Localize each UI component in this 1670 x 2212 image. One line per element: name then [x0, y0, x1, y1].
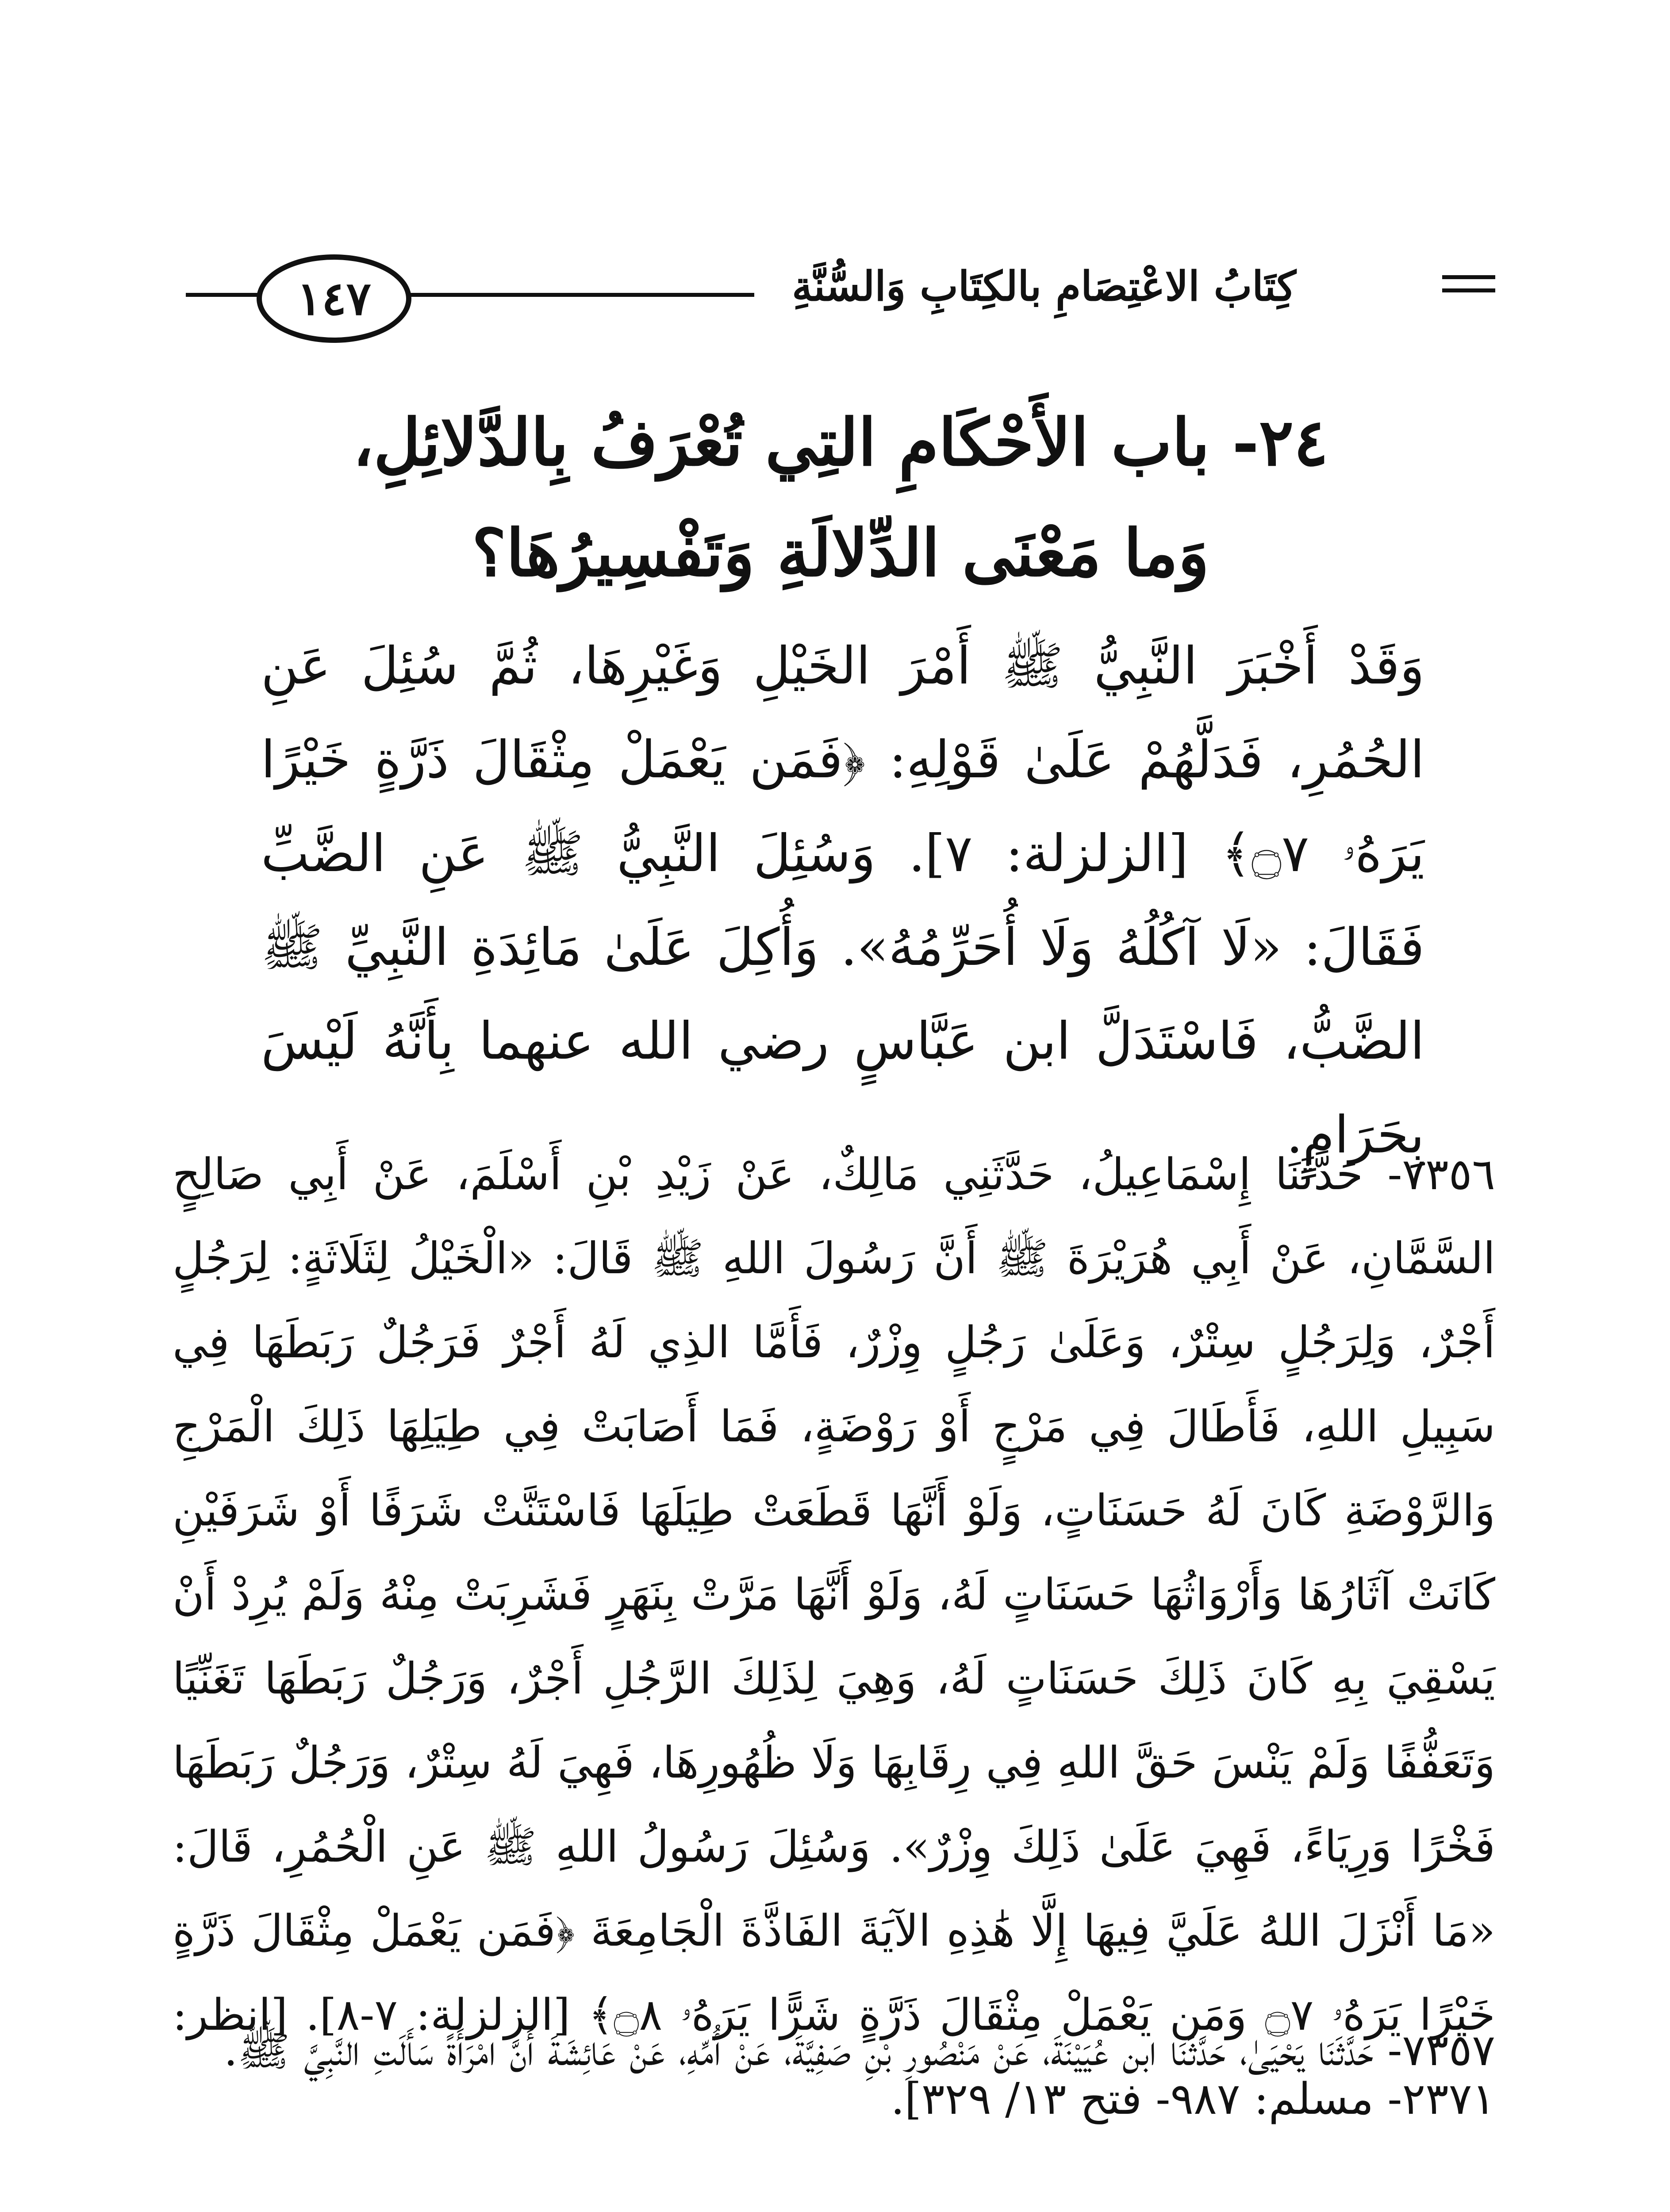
intro-text-continued: [الزلزلة: ٧]. وَسُئِلَ النَّبِيُّ ﷺ عَنِ الضَّبِّ فَقَالَ: «لَا آكُلُهُ وَلَا أُحَرِّمُهُ». وَأُكِلَ عَلَىٰ مَائِدَةِ النَّبِيِّ ﷺ الضَّبُّ، فَاسْتَدَلَّ ابن عَبَّاسٍ رضي الله عنهما بِأَنَّهُ لَيْسَ بِحَرَامٍ. — [261, 824, 1424, 1165]
chapter-title-line-2: وَما مَعْنَى الدِّلالَةِ وَتَفْسِيرُهَا؟ — [472, 515, 1209, 591]
quran-verse: ﴿فَمَن يَعْمَلْ مِثْقَالَ ذَرَّةٍ خَيْرًا يَرَهُۥ ۝٧ وَمَن يَعْمَلْ مِثْقَالَ ذَرَّةٍ شَرًّا يَرَهُۥ ۝٨﴾ — [173, 1906, 1495, 2040]
chapter-title-line-1: ٢٤- باب الأَحْكَامِ التِي تُعْرَفُ بِالدَّلائِلِ، — [353, 405, 1328, 480]
header-rule-left — [186, 293, 259, 297]
header-rule-right — [1442, 275, 1495, 279]
intro-text: وَقَدْ أَخْبَرَ النَّبِيُّ ﷺ أَمْرَ الخَيْلِ وَغَيْرِهَا، ثُمَّ سُئِلَ عَنِ الحُمُرِ، فَدَلَّهُمْ عَلَىٰ قَوْلِهِ: — [261, 636, 1424, 790]
hadith-7357 — [173, 2008, 1495, 2181]
header-rule-right — [1442, 288, 1495, 292]
book-title: كِتَابُ الاعْتِصَامِ بالكِتَابِ وَالسُّنَّةِ — [792, 262, 1296, 310]
page-number: ١٤٧ — [257, 254, 411, 343]
hadith-text: ٧٣٥٧- حَدَّثَنَا يَحْيَىٰ، حَدَّثَنَا ابن عُيَيْنَةَ، عَنْ مَنْصُورِ بْنِ صَفِيَّةَ، عَنْ أُمِّهِ، عَنْ عَائِشَةَ أَنَّ امْرَأَةً سَأَلَتِ النَّبِيَّ ﷺ. — [224, 2025, 1495, 2076]
hadith-text: ٧٣٥٦- حَدَّثَنَا إِسْمَاعِيلُ، حَدَّثَنِي مَالِكٌ، عَنْ زَيْدِ بْنِ أَسْلَمَ، عَنْ أَبِي صَالِحٍ السَّمَّانِ، عَنْ أَبِي هُرَيْرَةَ ﷺ أَنَّ رَسُولَ اللهِ ﷺ قَالَ: «الْخَيْلُ لِثَلَاثَةٍ: لِرَجُلٍ أَجْرٌ، وَلِرَجُلٍ سِتْرٌ، وَعَلَىٰ رَجُلٍ وِزْرٌ، فَأَمَّا الذِي لَهُ أَجْرٌ فَرَجُلٌ رَبَطَهَا فِي سَبِيلِ اللهِ، فَأَطَالَ فِي مَرْجٍ أَوْ رَوْضَةٍ، فَمَا أَصَابَتْ فِي طِيَلِهَا ذَلِكَ الْمَرْجِ وَالرَّوْضَةِ كَانَ لَهُ حَسَنَاتٍ، وَلَوْ أَنَّهَا قَطَعَتْ طِيَلَهَا فَاسْتَنَّتْ شَرَفًا أَوْ شَرَفَيْنِ كَانَتْ آثَارُهَا وَأَرْوَاثُهَا حَسَنَاتٍ لَهُ، وَلَوْ أَنَّهَا مَرَّتْ بِنَهَرٍ فَشَرِبَتْ مِنْهُ وَلَمْ يُرِدْ أَنْ يَسْقِيَ بِهِ كَانَ ذَلِكَ حَسَنَاتٍ لَهُ، وَهِيَ لِذَلِكَ الرَّجُلِ أَجْرٌ، وَرَجُلٌ رَبَطَهَا تَغَنِّيًا وَتَعَفُّفًا وَلَمْ يَنْسَ حَقَّ اللهِ فِي رِقَابِهَا وَلَا ظُهُورِهَا، فَهِيَ لَهُ سِتْرٌ، وَرَجُلٌ رَبَطَهَا فَخْرًا وَرِيَاءً، فَهِيَ عَلَىٰ ذَلِكَ وِزْرٌ». وَسُئِلَ رَسُولُ اللهِ ﷺ عَنِ الْحُمُرِ، قَالَ: «مَا أَنْزَلَ اللهُ عَلَيَّ فِيهَا إِلَّا هَٰذِهِ الآيَةَ الفَاذَّةَ الْجَامِعَةَ — [173, 1149, 1496, 1956]
running-header — [186, 248, 1495, 358]
hadith-reference: [الزلزلة: ٧-٨]. [انظر: ٢٣٧١- مسلم: ٩٨٧- فتح ١٣/ ٣٢٩]. — [173, 1990, 1495, 2124]
header-rule-middle — [409, 293, 754, 297]
quran-verse: ﴿فَمَن يَعْمَلْ مِثْقَالَ ذَرَّةٍ خَيْرًا يَرَهُۥ ۝٧﴾ — [261, 730, 1425, 883]
chapter-intro — [261, 619, 1424, 1194]
